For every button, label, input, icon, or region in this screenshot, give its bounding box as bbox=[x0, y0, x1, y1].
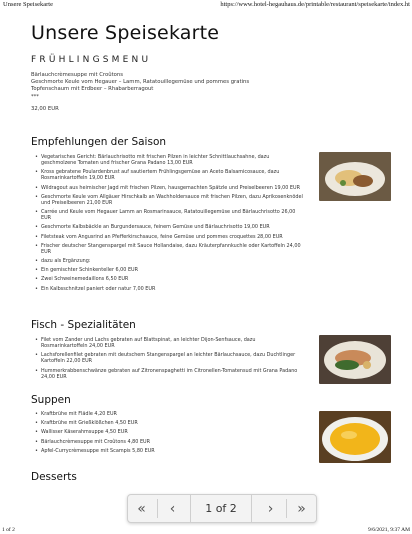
saison-list bbox=[35, 154, 303, 295]
first-page-button[interactable] bbox=[128, 495, 155, 522]
spring-menu-line: Bärlauchcrèmesuppe mit Croûtons bbox=[31, 72, 124, 78]
suppen-list bbox=[35, 411, 303, 457]
menu-item: • Carrée und Keule vom Hegauer Lamm an Rosmarinsauce, Ratatouillegemüse und Bärlauchrisotto 26,00 EUR bbox=[35, 209, 303, 221]
menu-item: • Geschmorte Keule vom Allgäuer Hirschkalb an Wachholdersauce mit frischen Pilzen, dazu Aprikosenknödel und Preiselbeeren 21,00 EUR bbox=[35, 194, 303, 206]
print-footer-date: 9/6/2021, 9:37 AM bbox=[367, 527, 410, 533]
menu-item: • Bärlauchcrèmesuppe mit Croûtons 4,80 EUR bbox=[35, 439, 303, 445]
last-page-button[interactable] bbox=[288, 495, 315, 522]
next-page-button[interactable] bbox=[257, 495, 284, 522]
page-indicator: 1 of 2 bbox=[190, 495, 252, 522]
fish-photo bbox=[319, 335, 391, 384]
menu-item: • Filetsteak vom Angusrind an Pfefferkirschsauce, feine Gemüse und pommes croquettes 28,00 EUR bbox=[35, 234, 303, 240]
menu-item: • Frischer deutscher Stangenspargel mit Sauce Hollandaise, dazu Kräuterpfannkuchle oder Kartoffeln 24,00 EUR bbox=[35, 243, 303, 255]
chevron-right-icon: › bbox=[267, 500, 274, 517]
section-title-suppen: Suppen bbox=[31, 394, 71, 406]
menu-item: • Filet vom Zander und Lachs gebraten auf Blattspinat, an leichter Dijon-Senfsauce, dazu Rosmarinkartoffeln 24,00 EUR bbox=[35, 337, 303, 349]
double-chevron-right-icon: » bbox=[297, 500, 306, 517]
menu-item: • Geschmorte Kalbsbäckle an Burgundersauce, feinem Gemüse und Bärlauchrisotto 19,00 EUR bbox=[35, 224, 303, 230]
menu-item: • Kross gebratene Poulardenbrust auf sautiertem Frühlingsgemüse an Aceto Balsamicosauce, dazu Rosmarinkartoffeln 19,00 EUR bbox=[35, 169, 303, 181]
menu-item: • Kraftbrühe mit Flädle 4,20 EUR bbox=[35, 411, 303, 417]
section-title-saison: Empfehlungen der Saison bbox=[31, 136, 167, 148]
menu-item: • Apfel-Currycrèmesuppe mit Scampis 5,80 EUR bbox=[35, 448, 303, 454]
menu-item: • Wildragout aus heimischer Jagd mit frischen Pilzen, hausgemachten Spätzle und Preiselbeeren 19,00 EUR bbox=[35, 185, 303, 191]
spring-menu-line: Geschmorte Keule vom Hegauer – Lamm, Ratatouillegemüse und pommes gratins bbox=[31, 79, 250, 86]
menu-item: • dazu als Ergänzung: bbox=[35, 258, 303, 264]
spring-menu-line: Topfenschaum mit Erdbeer – Rhabarberragout bbox=[31, 86, 154, 93]
fisch-list bbox=[35, 337, 303, 383]
document bbox=[31, 22, 393, 112]
menu-item: • Wallisser Käserahmsuppe 4,50 EUR bbox=[35, 429, 303, 435]
menu-item: • Zwei Schweinemedaillons 6,50 EUR bbox=[35, 276, 303, 282]
spring-menu-price: 32,00 EUR bbox=[31, 105, 59, 112]
pdf-pager bbox=[127, 494, 317, 523]
soup-photo bbox=[319, 411, 391, 463]
print-header-title: Unsere Speisekarte bbox=[3, 1, 53, 8]
dish-photo bbox=[319, 152, 391, 201]
page-title: Unsere Speisekarte bbox=[31, 22, 220, 44]
section-title-fisch: Fisch - Spezialitäten bbox=[31, 319, 136, 331]
print-footer bbox=[0, 527, 412, 534]
print-footer-page: 1 of 2 bbox=[2, 527, 15, 533]
menu-item: • Kraftbrühe mit Grießklößchen 4,50 EUR bbox=[35, 420, 303, 426]
spring-menu-lines bbox=[31, 72, 393, 101]
menu-item: • Ein Kalbsschnitzel paniert oder natur 7,00 EUR bbox=[35, 286, 303, 292]
spring-menu-title: FRÜHLINGSMENU bbox=[31, 55, 152, 65]
spring-menu-line: *** bbox=[31, 93, 39, 100]
double-chevron-left-icon: « bbox=[137, 500, 146, 517]
print-header bbox=[0, 0, 412, 10]
print-header-url: https://www.hotel-hegauhaus.de/printable/restaurant/speisekarte/index.ht bbox=[220, 1, 410, 8]
menu-item: • Vegetarisches Gericht: Bärlauchrisotto mit frischen Pilzen in leichter Schnittlauchsahne, dazu geschmolzene Tomaten und frischer Grana Padano 13,00 EUR bbox=[35, 154, 303, 166]
menu-item: • Hummerkrabbenschwänze gebraten auf Zitronenspaghetti im Citronellen-Tomatensud mit Grana Padano 24,00 EUR bbox=[35, 368, 303, 380]
menu-item: • Lachsforellenfilet gebraten mit deutschem Stangenspargel an leichter Bärlauchsauce, dazu Duchtlinger Kartoffeln 22,00 EUR bbox=[35, 352, 303, 364]
section-title-desserts: Desserts bbox=[31, 471, 77, 483]
chevron-left-icon: ‹ bbox=[169, 500, 176, 517]
menu-item: • Ein gemischter Schinkenteller 6,00 EUR bbox=[35, 267, 303, 273]
previous-page-button[interactable] bbox=[159, 495, 186, 522]
